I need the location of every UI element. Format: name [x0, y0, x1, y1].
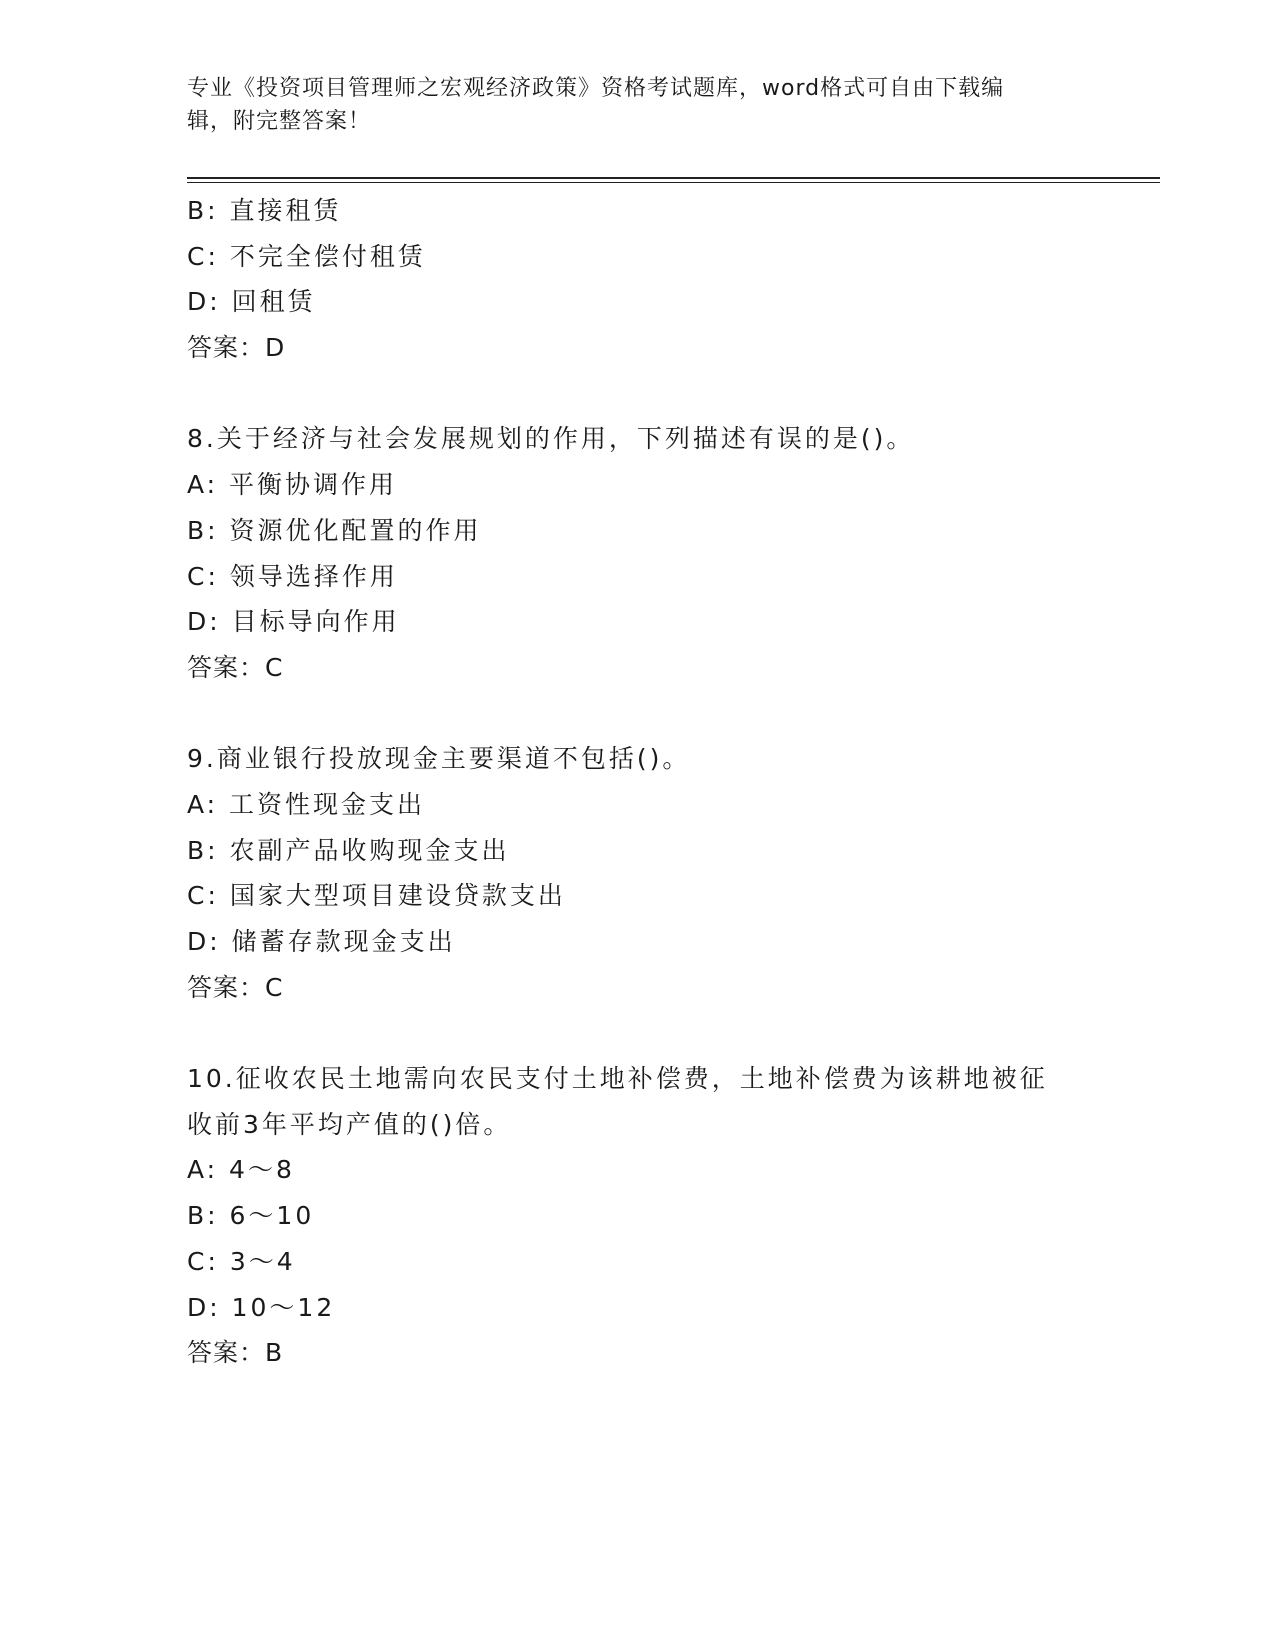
question-10-block	[187, 1056, 1087, 1376]
option-d: D: 储蓄存款现金支出	[187, 927, 456, 956]
option-b: B: 资源优化配置的作用	[187, 515, 482, 545]
option-d: D: 回租赁	[187, 287, 316, 317]
question-list	[187, 188, 1087, 1376]
question-text-line-2: 收前3年平均产值的()倍。	[187, 1109, 512, 1139]
spacer	[187, 371, 1087, 417]
document-header	[187, 72, 1087, 138]
option-c: C: 不完全偿付租赁	[187, 241, 426, 271]
question-9-block	[187, 736, 1087, 1010]
header-line-2: 辑，附完整答案！	[187, 109, 372, 134]
header-divider-thin	[187, 182, 1160, 183]
option-d: D: 10～12	[187, 1292, 336, 1322]
answer-label: 答案：D	[187, 333, 286, 363]
spacer	[187, 1010, 1087, 1056]
question-7-block	[187, 188, 1087, 371]
option-b: B: 农副产品收购现金支出	[187, 835, 510, 865]
question-8-block	[187, 416, 1087, 690]
option-a: A: 工资性现金支出	[187, 789, 426, 819]
option-c: C: 领导选择作用	[187, 561, 398, 591]
option-a: A: 4～8	[187, 1155, 295, 1185]
option-b: B: 6～10	[187, 1201, 315, 1231]
header-line-1: 专业《投资项目管理师之宏观经济政策》资格考试题库，word格式可自由下载编	[187, 76, 1005, 101]
header-divider-thick	[187, 177, 1160, 179]
spacer	[187, 691, 1087, 737]
answer-label: 答案：C	[187, 972, 284, 1002]
option-c: C: 国家大型项目建设贷款支出	[187, 881, 566, 911]
option-b: B: 直接租赁	[187, 196, 342, 225]
question-text-line-1: 10.征收农民土地需向农民支付土地补偿费，土地补偿费为该耕地被征	[187, 1064, 1048, 1094]
answer-label: 答案：C	[187, 652, 284, 682]
question-text: 9.商业银行投放现金主要渠道不包括()。	[187, 744, 691, 774]
option-c: C: 3～4	[187, 1246, 296, 1276]
option-a: A: 平衡协调作用	[187, 470, 398, 500]
option-d: D: 目标导向作用	[187, 607, 400, 637]
question-text: 8.关于经济与社会发展规划的作用，下列描述有误的是()。	[187, 424, 915, 454]
answer-label: 答案：B	[187, 1338, 284, 1368]
